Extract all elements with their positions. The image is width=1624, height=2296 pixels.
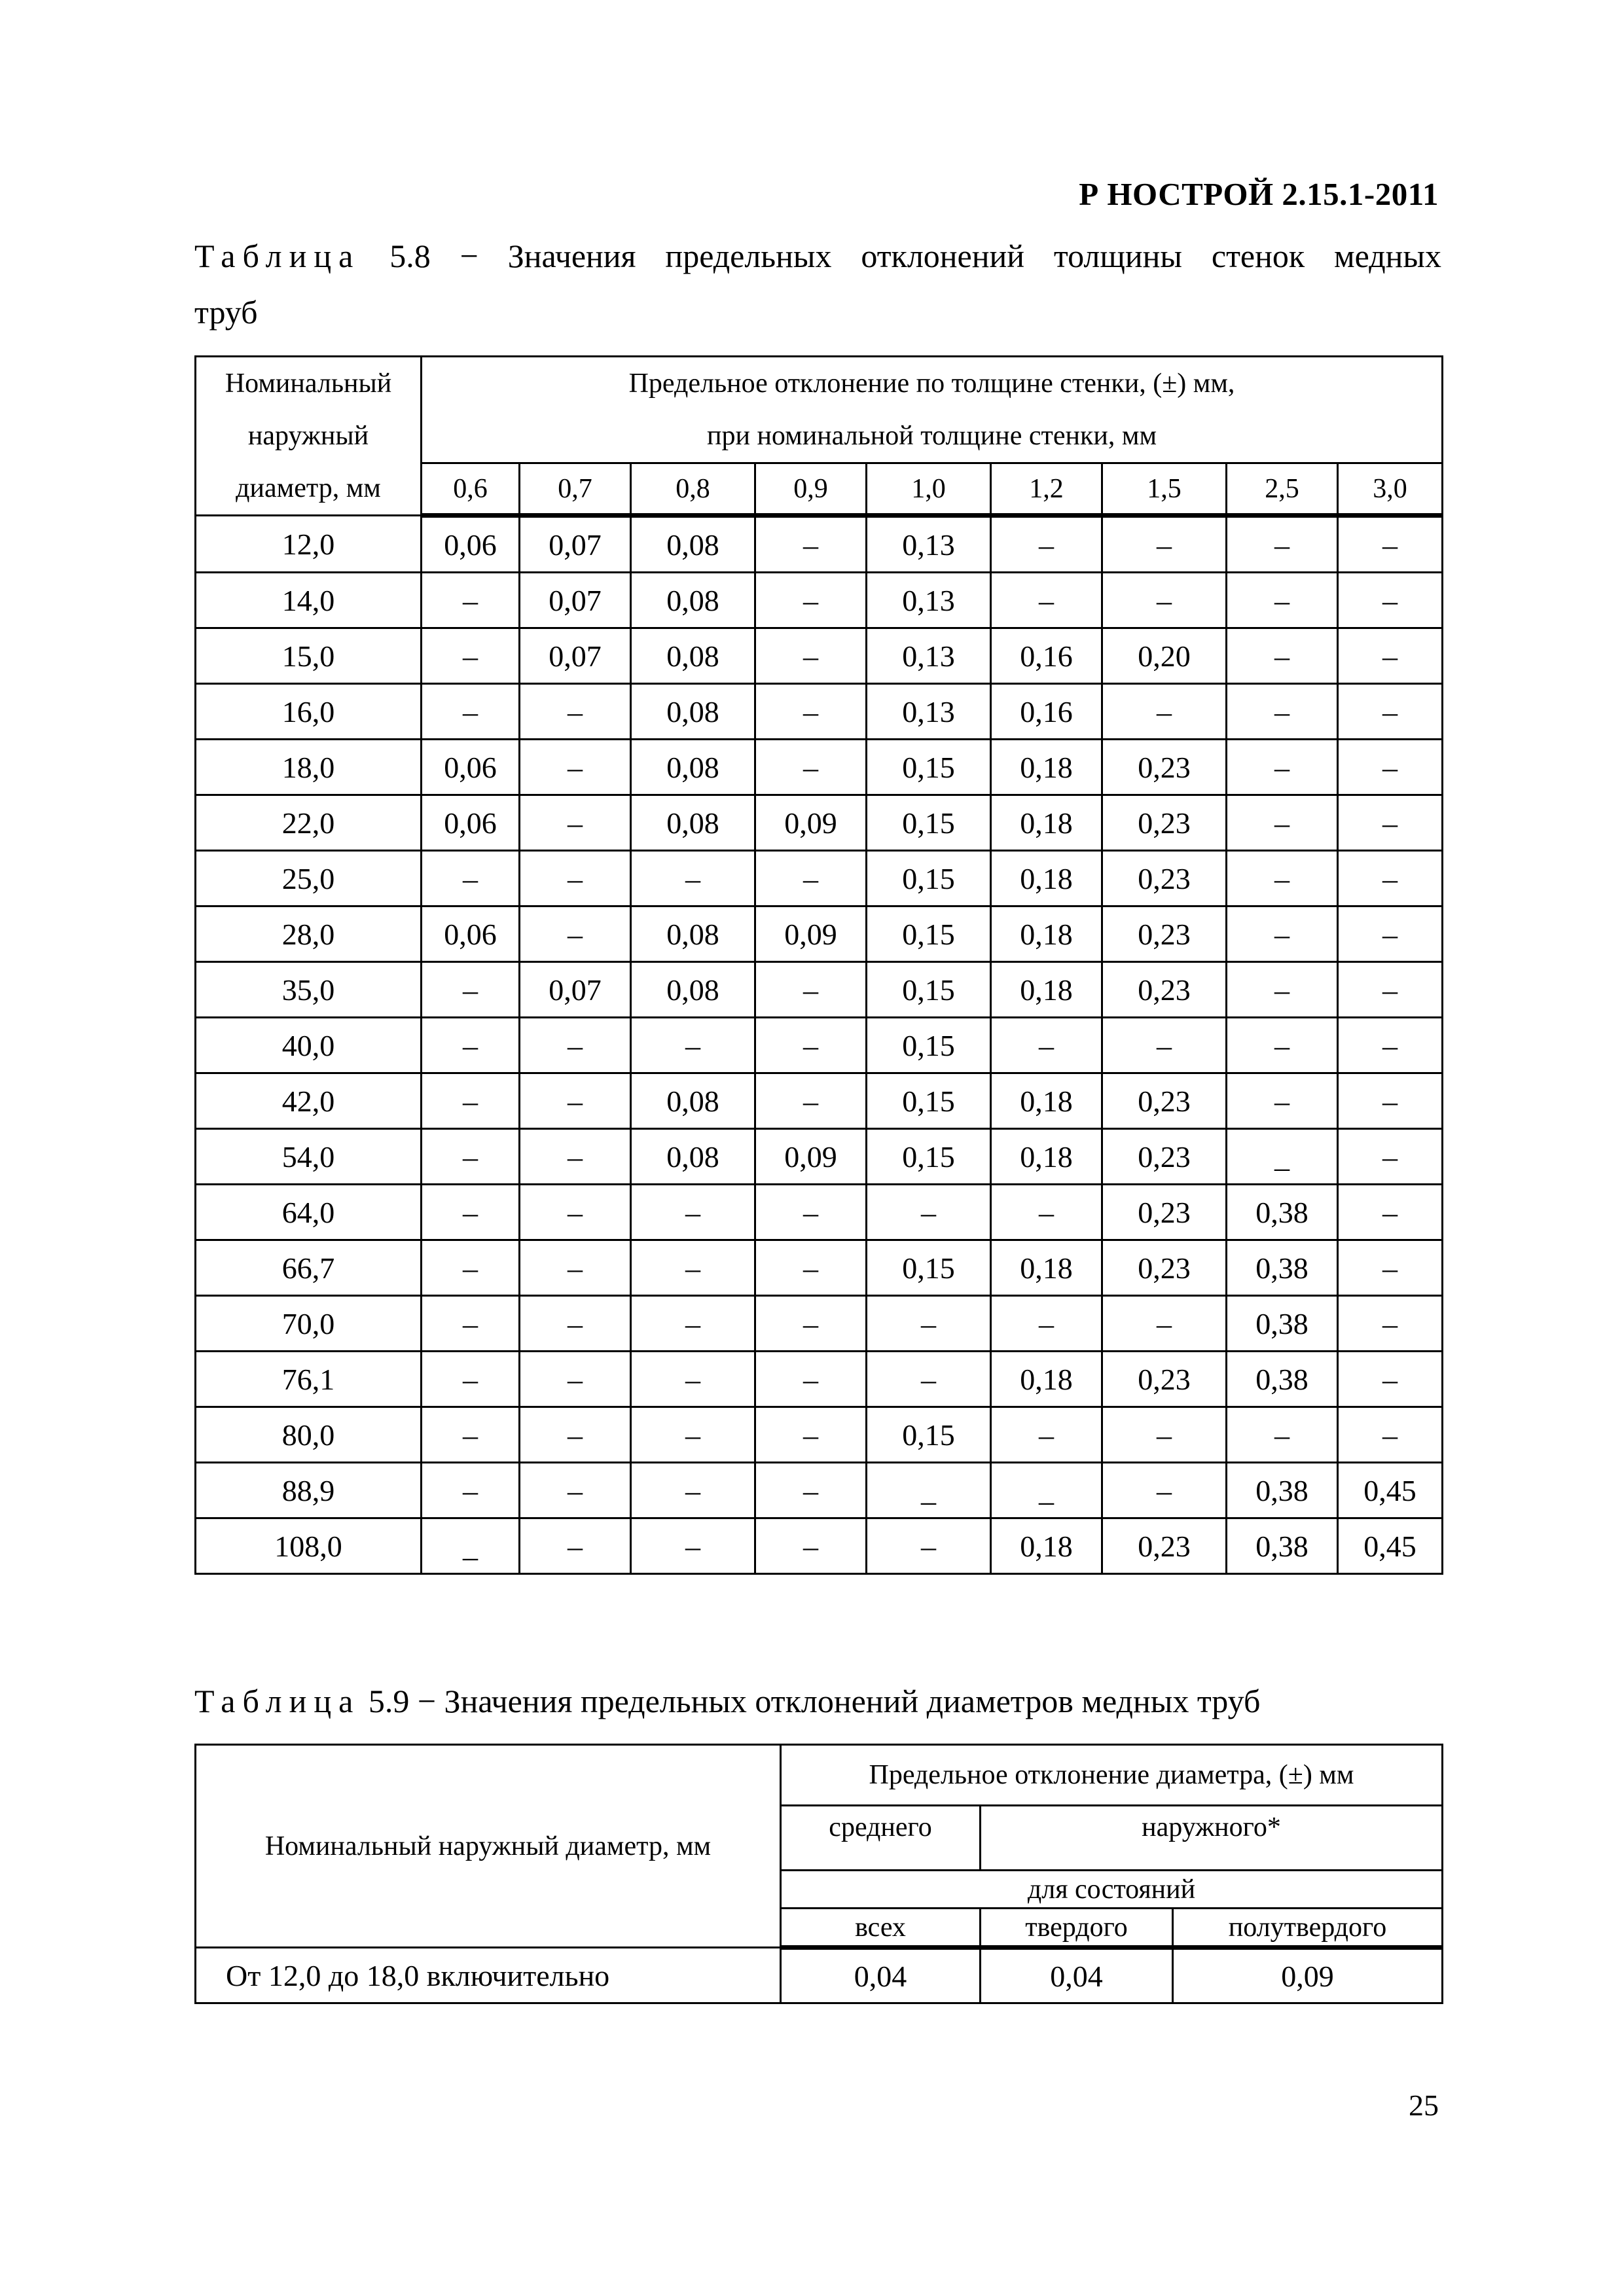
deviation-cell: – xyxy=(422,1463,520,1518)
deviation-cell: – xyxy=(867,1185,991,1240)
deviation-cell: – xyxy=(755,1518,867,1574)
table-5-8-body xyxy=(196,516,1443,1574)
deviation-cell: – xyxy=(755,1407,867,1463)
deviation-cell: – xyxy=(422,684,520,740)
deviation-cell: – xyxy=(755,684,867,740)
deviation-cell: – xyxy=(1227,1073,1338,1129)
deviation-cell: – xyxy=(755,1185,867,1240)
table-5-8-caption xyxy=(194,228,1441,340)
deviation-cell: – xyxy=(520,1407,631,1463)
deviation-cell: _ xyxy=(991,1463,1102,1518)
deviation-cell: 0,07 xyxy=(520,573,631,628)
deviation-cell: – xyxy=(1338,1185,1443,1240)
column-group-header-deviation: Предельное отклонение по толщине стенки, (±) мм, при номинальной толщине стенки, мм xyxy=(422,357,1443,463)
deviation-cell: – xyxy=(520,684,631,740)
deviation-cell: 0,38 xyxy=(1227,1463,1338,1518)
deviation-cell: 0,06 xyxy=(422,795,520,851)
deviation-cell: – xyxy=(1227,573,1338,628)
diameter-cell: 14,0 xyxy=(196,573,422,628)
deviation-cell: 0,18 xyxy=(991,906,1102,962)
column-group-header-deviation: Предельное отклонение диаметра, (±) мм xyxy=(781,1745,1443,1806)
table-row xyxy=(196,795,1443,851)
deviation-cell: – xyxy=(991,1296,1102,1352)
diameter-cell: 18,0 xyxy=(196,740,422,795)
table-5-9 xyxy=(194,1744,1443,2004)
deviation-cell: _ xyxy=(422,1518,520,1574)
table-row xyxy=(196,1129,1443,1185)
diameter-cell: 80,0 xyxy=(196,1407,422,1463)
deviation-cell: 0,38 xyxy=(1227,1240,1338,1296)
thickness-header-cell: 0,7 xyxy=(520,463,631,516)
thickness-header-cell: 0,6 xyxy=(422,463,520,516)
deviation-cell: – xyxy=(1338,1240,1443,1296)
deviation-cell: 0,06 xyxy=(422,906,520,962)
thickness-header-cell: 3,0 xyxy=(1338,463,1443,516)
deviation-cell: 0,08 xyxy=(631,1129,755,1185)
deviation-cell: – xyxy=(1227,516,1338,573)
diameter-cell: 16,0 xyxy=(196,684,422,740)
deviation-cell: – xyxy=(631,1185,755,1240)
deviation-cell: – xyxy=(755,1073,867,1129)
deviation-cell: – xyxy=(1338,573,1443,628)
table-row xyxy=(196,740,1443,795)
deviation-cell: – xyxy=(631,1407,755,1463)
deviation-cell: 0,15 xyxy=(867,1240,991,1296)
deviation-cell: – xyxy=(1102,1463,1227,1518)
table-row xyxy=(196,628,1443,684)
deviation-cell: 0,23 xyxy=(1102,851,1227,906)
table-row xyxy=(196,684,1443,740)
deviation-cell: 0,18 xyxy=(991,1129,1102,1185)
deviation-cell: 0,07 xyxy=(520,516,631,573)
deviation-cell: 0,23 xyxy=(1102,1129,1227,1185)
thickness-header-cell: 2,5 xyxy=(1227,463,1338,516)
deviation-cell: – xyxy=(520,795,631,851)
thickness-header-cell: 0,9 xyxy=(755,463,867,516)
page-number: 25 xyxy=(1409,2089,1439,2122)
deviation-cell: 0,18 xyxy=(991,1073,1102,1129)
deviation-cell: 0,23 xyxy=(1102,740,1227,795)
deviation-cell: – xyxy=(1338,1129,1443,1185)
table-row xyxy=(196,1407,1443,1463)
diameter-cell: 42,0 xyxy=(196,1073,422,1129)
deviation-cell: – xyxy=(520,1018,631,1073)
deviation-cell: – xyxy=(755,1296,867,1352)
deviation-cell: – xyxy=(1338,1407,1443,1463)
deviation-cell: – xyxy=(631,1352,755,1407)
deviation-cell: 0,20 xyxy=(1102,628,1227,684)
deviation-cell: – xyxy=(755,740,867,795)
deviation-cell: _ xyxy=(867,1463,991,1518)
table-row xyxy=(196,1352,1443,1407)
diameter-cell: 54,0 xyxy=(196,1129,422,1185)
deviation-cell: – xyxy=(1338,684,1443,740)
deviation-cell: – xyxy=(520,1129,631,1185)
deviation-cell: – xyxy=(1102,684,1227,740)
deviation-cell: – xyxy=(422,1018,520,1073)
deviation-cell: 0,15 xyxy=(867,1407,991,1463)
deviation-cell: – xyxy=(422,1073,520,1129)
deviation-cell: – xyxy=(1102,1296,1227,1352)
deviation-cell: 0,09 xyxy=(755,795,867,851)
table-row xyxy=(196,1018,1443,1073)
deviation-cell: – xyxy=(755,962,867,1018)
deviation-cell: – xyxy=(991,1185,1102,1240)
deviation-cell: – xyxy=(1102,516,1227,573)
deviation-cell: 0,23 xyxy=(1102,1518,1227,1574)
deviation-cell: 0,04 xyxy=(981,1948,1173,2003)
table-row xyxy=(196,516,1443,573)
deviation-cell: 0,08 xyxy=(631,573,755,628)
deviation-cell: – xyxy=(631,1296,755,1352)
deviation-cell: – xyxy=(631,1018,755,1073)
thickness-header-cell: 1,5 xyxy=(1102,463,1227,516)
deviation-cell: – xyxy=(422,628,520,684)
state-all: всех xyxy=(781,1909,981,1948)
deviation-cell: 0,16 xyxy=(991,684,1102,740)
deviation-cell: 0,09 xyxy=(755,906,867,962)
deviation-cell: – xyxy=(631,851,755,906)
deviation-cell: 0,23 xyxy=(1102,1240,1227,1296)
deviation-cell: 0,15 xyxy=(867,795,991,851)
caption-text: 5.9 − Значения предельных отклонений диаметров медных труб xyxy=(368,1683,1261,1719)
deviation-cell: – xyxy=(520,740,631,795)
thickness-header-cell: 1,0 xyxy=(867,463,991,516)
deviation-cell: – xyxy=(1227,851,1338,906)
table-row xyxy=(196,573,1443,628)
deviation-cell: – xyxy=(755,573,867,628)
thickness-header-cell: 0,8 xyxy=(631,463,755,516)
deviation-cell: – xyxy=(520,851,631,906)
table-row xyxy=(196,1240,1443,1296)
deviation-cell: – xyxy=(1338,795,1443,851)
deviation-cell: 0,18 xyxy=(991,962,1102,1018)
deviation-cell: – xyxy=(520,1352,631,1407)
deviation-cell: 0,23 xyxy=(1102,1073,1227,1129)
diameter-cell: 70,0 xyxy=(196,1296,422,1352)
deviation-cell: 0,16 xyxy=(991,628,1102,684)
deviation-cell: – xyxy=(867,1352,991,1407)
deviation-cell: – xyxy=(1338,516,1443,573)
deviation-cell: – xyxy=(1227,684,1338,740)
deviation-cell: 0,06 xyxy=(422,516,520,573)
deviation-cell: – xyxy=(520,906,631,962)
diameter-cell: 64,0 xyxy=(196,1185,422,1240)
diameter-cell: 15,0 xyxy=(196,628,422,684)
column-header-diameter: Номинальный наружный диаметр, мм xyxy=(196,357,422,516)
deviation-cell: – xyxy=(422,1185,520,1240)
table-row xyxy=(196,962,1443,1018)
deviation-cell: – xyxy=(1227,1018,1338,1073)
deviation-cell: – xyxy=(422,1352,520,1407)
table-row xyxy=(196,906,1443,962)
deviation-cell: – xyxy=(755,1018,867,1073)
deviation-cell: 0,15 xyxy=(867,1129,991,1185)
table-row xyxy=(196,1073,1443,1129)
deviation-cell: – xyxy=(520,1073,631,1129)
diameter-cell: 108,0 xyxy=(196,1518,422,1574)
deviation-cell: 0,15 xyxy=(867,1018,991,1073)
deviation-cell: 0,18 xyxy=(991,851,1102,906)
caption-text-continued: труб xyxy=(194,294,258,331)
caption-prefix: Таблица xyxy=(194,238,361,274)
deviation-cell: 0,15 xyxy=(867,962,991,1018)
deviation-cell: – xyxy=(520,1185,631,1240)
deviation-cell: – xyxy=(1338,740,1443,795)
deviation-cell: 0,18 xyxy=(991,1352,1102,1407)
deviation-cell: – xyxy=(1227,906,1338,962)
column-header-diameter: Номинальный наружный диаметр, мм xyxy=(196,1745,781,1948)
deviation-cell: – xyxy=(1227,1407,1338,1463)
deviation-cell: 0,13 xyxy=(867,628,991,684)
state-semihard: полутвердого xyxy=(1173,1909,1443,1948)
state-hard: твердого xyxy=(981,1909,1173,1948)
deviation-cell: – xyxy=(422,1296,520,1352)
deviation-cell: – xyxy=(520,1240,631,1296)
deviation-cell: – xyxy=(1338,1352,1443,1407)
deviation-cell: 0,08 xyxy=(631,740,755,795)
deviation-cell: – xyxy=(991,1018,1102,1073)
deviation-cell: – xyxy=(631,1518,755,1574)
table-row xyxy=(196,1185,1443,1240)
deviation-cell: 0,07 xyxy=(520,962,631,1018)
deviation-cell: – xyxy=(422,1407,520,1463)
deviation-cell: – xyxy=(520,1463,631,1518)
deviation-cell: 0,23 xyxy=(1102,1185,1227,1240)
diameter-cell: 22,0 xyxy=(196,795,422,851)
diameter-cell: 25,0 xyxy=(196,851,422,906)
table-row xyxy=(196,1296,1443,1352)
deviation-cell: 0,15 xyxy=(867,851,991,906)
deviation-cell: 0,15 xyxy=(867,906,991,962)
deviation-cell: – xyxy=(1102,573,1227,628)
deviation-cell: – xyxy=(755,1463,867,1518)
deviation-cell: – xyxy=(422,1240,520,1296)
column-header-mean: среднего xyxy=(781,1806,981,1871)
deviation-cell: – xyxy=(520,1518,631,1574)
deviation-cell: 0,08 xyxy=(631,795,755,851)
deviation-cell: – xyxy=(1338,628,1443,684)
caption-text: 5.8 − Значения предельных отклонений толщины стенок медных xyxy=(389,238,1442,274)
deviation-cell: 0,18 xyxy=(991,1240,1102,1296)
deviation-cell: 0,18 xyxy=(991,795,1102,851)
deviation-cell: 0,23 xyxy=(1102,1352,1227,1407)
diameter-cell: 35,0 xyxy=(196,962,422,1018)
deviation-cell: – xyxy=(631,1463,755,1518)
deviation-cell: – xyxy=(1338,1073,1443,1129)
deviation-cell: 0,15 xyxy=(867,1073,991,1129)
deviation-cell: 0,38 xyxy=(1227,1352,1338,1407)
diameter-cell: 40,0 xyxy=(196,1018,422,1073)
deviation-cell: – xyxy=(755,516,867,573)
thickness-header-cell: 1,2 xyxy=(991,463,1102,516)
deviation-cell: 0,09 xyxy=(1173,1948,1443,2003)
deviation-cell: 0,08 xyxy=(631,906,755,962)
deviation-cell: 0,07 xyxy=(520,628,631,684)
deviation-cell: 0,08 xyxy=(631,962,755,1018)
deviation-cell: – xyxy=(991,516,1102,573)
table-row xyxy=(196,1518,1443,1574)
deviation-cell: – xyxy=(422,851,520,906)
diameter-cell: 76,1 xyxy=(196,1352,422,1407)
deviation-cell: – xyxy=(755,1240,867,1296)
states-label: для состояний xyxy=(781,1871,1443,1909)
deviation-cell: – xyxy=(1227,740,1338,795)
deviation-cell: 0,18 xyxy=(991,740,1102,795)
deviation-cell: – xyxy=(1102,1018,1227,1073)
deviation-cell: – xyxy=(867,1518,991,1574)
diameter-cell: 88,9 xyxy=(196,1463,422,1518)
deviation-cell: – xyxy=(1227,962,1338,1018)
deviation-cell: 0,04 xyxy=(781,1948,981,2003)
deviation-cell: – xyxy=(1227,795,1338,851)
deviation-cell: – xyxy=(1338,1018,1443,1073)
deviation-cell: – xyxy=(1338,851,1443,906)
document-code: Р НОСТРОЙ 2.15.1-2011 xyxy=(1079,176,1439,212)
deviation-cell: 0,23 xyxy=(1102,795,1227,851)
deviation-cell: – xyxy=(867,1296,991,1352)
deviation-cell: 0,38 xyxy=(1227,1185,1338,1240)
deviation-cell: – xyxy=(631,1240,755,1296)
table-5-9-body xyxy=(196,1948,1443,2003)
deviation-cell: 0,06 xyxy=(422,740,520,795)
deviation-cell: 0,13 xyxy=(867,573,991,628)
deviation-cell: 0,45 xyxy=(1338,1463,1443,1518)
deviation-cell: 0,08 xyxy=(631,516,755,573)
diameter-cell: 66,7 xyxy=(196,1240,422,1296)
deviation-cell: – xyxy=(422,573,520,628)
deviation-cell: 0,08 xyxy=(631,628,755,684)
deviation-cell: 0,13 xyxy=(867,516,991,573)
deviation-cell: 0,38 xyxy=(1227,1518,1338,1574)
deviation-cell: – xyxy=(1102,1407,1227,1463)
deviation-cell: _ xyxy=(1227,1129,1338,1185)
deviation-cell: – xyxy=(1338,1296,1443,1352)
deviation-cell: 0,08 xyxy=(631,684,755,740)
deviation-cell: – xyxy=(755,1352,867,1407)
deviation-cell: – xyxy=(755,851,867,906)
table-5-8 xyxy=(194,355,1443,1575)
table-row xyxy=(196,1463,1443,1518)
deviation-cell: 0,13 xyxy=(867,684,991,740)
deviation-cell: – xyxy=(991,573,1102,628)
deviation-cell: 0,23 xyxy=(1102,962,1227,1018)
diameter-cell: 28,0 xyxy=(196,906,422,962)
deviation-cell: 0,45 xyxy=(1338,1518,1443,1574)
deviation-cell: – xyxy=(422,1129,520,1185)
caption-prefix: Таблица xyxy=(194,1683,361,1719)
deviation-cell: – xyxy=(422,962,520,1018)
deviation-cell: – xyxy=(991,1407,1102,1463)
deviation-cell: – xyxy=(520,1296,631,1352)
table-row xyxy=(196,1948,1443,2003)
deviation-cell: 0,15 xyxy=(867,740,991,795)
deviation-cell: 0,18 xyxy=(991,1518,1102,1574)
deviation-cell: 0,08 xyxy=(631,1073,755,1129)
deviation-cell: – xyxy=(755,628,867,684)
deviation-cell: 0,09 xyxy=(755,1129,867,1185)
deviation-cell: 0,38 xyxy=(1227,1296,1338,1352)
deviation-cell: – xyxy=(1338,962,1443,1018)
diameter-cell: 12,0 xyxy=(196,516,422,573)
table-5-9-caption xyxy=(194,1673,1441,1729)
deviation-cell: – xyxy=(1338,906,1443,962)
diameter-range-cell: От 12,0 до 18,0 включительно xyxy=(196,1948,781,2003)
deviation-cell: 0,23 xyxy=(1102,906,1227,962)
column-header-outer: наружного* xyxy=(981,1806,1443,1871)
deviation-cell: – xyxy=(1227,628,1338,684)
table-row xyxy=(196,851,1443,906)
